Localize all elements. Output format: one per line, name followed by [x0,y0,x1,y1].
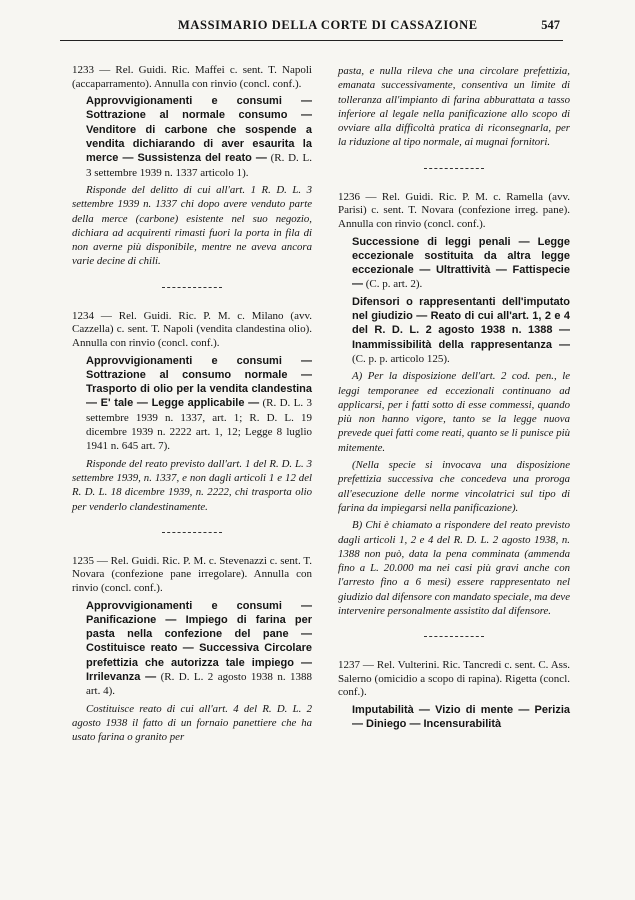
right-column [338,64,570,735]
entry-keywords: Difensori o rappresentanti dell'imputato nel giudizio — Reato di cui all'art. 1, 2 e 4 del R. D. L. 2 agosto 1938 n. 1388 — Inammissibilità della rappresentanza — (C. p. p. articolo 125). [352,295,570,365]
separator [162,532,222,533]
entry-maxim: Costituisce reato di cui all'art. 4 del R. D. L. 2 agosto 1938 il fatto di un fornaio panettiere che ha usato farina o granito per [72,702,312,744]
page-header [60,18,560,36]
entry-head: 1234 — Rel. Guidi. Ric. P. M. c. Milano (avv. Cazzella) c. sent. T. Napoli (vendita clandestina olio). Annulla con rinvio (concl. conf.). [72,309,312,349]
entry-head: 1236 — Rel. Guidi. Ric. P. M. c. Ramella (avv. Parisi) c. sent. T. Novara (confezione irreg. pane). Annulla con rinvio (concl. conf.). [338,190,570,230]
entry-head: 1235 — Rel. Guidi. Ric. P. M. c. Stevenazzi c. sent. T. Novara (confezione pane irregolare). Annulla con rinvio (concl. conf.). [72,554,312,594]
entry-keywords: Approvvigionamenti e consumi — Sottrazione al normale consumo — Venditore di carbone che sospende a vendita dichiarando di aver esaurita la merce — Sussistenza del reato — (R. D. L. 3 settembre 1939 n. 1337 articolo 1). [86,95,312,179]
entry-head: 1233 — Rel. Guidi. Ric. Maffei c. sent. T. Napoli (accaparramento). Annulla con rinvio (concl. conf.). [72,64,312,90]
separator [424,168,484,169]
entry-1234 [72,310,312,514]
left-column [72,64,312,745]
entry-head: 1237 — Rel. Vulterini. Ric. Tancredi c. sent. C. Ass. Salerno (omicidio a scopo di rapina). Rigetta (concl. conf.). [338,659,570,699]
entry-1237 [338,659,570,731]
separator [162,287,222,288]
entry-maxim-note: (Nella specie si invocava una disposizione prefettizia successiva che concedeva una proroga all'esecuzione delle norme vincolatrici sul tipo di farina da impiegarsi nella panificazione). [338,459,570,514]
entry-maxim-b: B) Chi è chiamato a rispondere del reato previsto dagli articoli 1, 2 e 4 del R. D. L. 2 agosto 1938, n. 1388 non può, data la pena comminata (ammenda fino a L. 20.000 ma nei casi più gravi anche con l'arresto fino a 6 mesi) essere rappresentato nel giudizio dal difensore con mandato speciale, ma deve intervenire personalmente assistito dal difensore. [338,519,570,617]
header-rule [60,40,563,41]
entry-keywords: Successione di leggi penali — Legge eccezionale sostituita da altra legge eccezionale — Ultrattività — Fattispecie — (C. p. art. 2). [352,235,570,291]
entry-maxim: Risponde del reato previsto dall'art. 1 del R. D. L. 3 settembre 1939, n. 1337, e non dagli articoli 1 e 12 del R. D. L. 18 dicembre 1939, n. 2222, chi trasporta olio per venderlo clandestinamente. [72,457,312,513]
continuation-text: pasta, e nulla rileva che una circolare prefettizia, emanata successivamente, consentiva un limite di tolleranza all'impianto di farina abburattata a tasso inferiore al legale nella panificazione allo scopo di ovviare alla difficoltà pratica di riconsegnarla, per la riduzione al tipo normale, ai mugnai fornitori. [338,65,570,149]
separator [424,636,484,637]
entry-keywords: Approvvigionamenti e consumi — Sottrazione al consumo normale — Trasporto di olio per la vendita clandestina — E' tale — Legge applicabile — (R. D. L. 3 settembre 1939 n. 1337, art. 1; R. D. L. 19 dicembre 1939 n. 2222 art. 1, 12; Legge 8 luglio 1941 n. 645 art. 7). [86,354,312,453]
page-number: 547 [541,18,560,32]
entry-maxim-a: A) Per la disposizione dell'art. 2 cod. pen., le leggi temporanee ed eccezionali continuano ad applicarsi, per i fatti sotto di esse commessi, quando più non hanno vigore, tanto se la legge nuova prevede quei fatti come reati, quanto se li punisce più mitemente. [338,370,570,454]
entry-keywords: Imputabilità — Vizio di mente — Perizia — Diniego — Incensurabilità [352,704,570,731]
entry-1233 [72,64,312,269]
entry-1235 [72,555,312,745]
entry-maxim: Risponde del delitto di cui all'art. 1 R. D. L. 3 settembre 1939 n. 1337 chi dopo avere venduto parte della merce (carbone) esistente nel suo negozio, dichiara ad acquirenti rimasti fuori la porta in fila di non averne più disponibile, mentre ne aveva ancora varie decine di chili. [72,183,312,268]
running-title: MASSIMARIO DELLA CORTE DI CASSAZIONE [178,18,478,32]
entry-1236 [338,191,570,619]
entry-keywords: Approvvigionamenti e consumi — Panificazione — Impiego di farina per pasta nella confezione del pane — Costituisce reato — Successiva Circolare prefettizia che autorizza tale impiego — Irrilevanza — (R. D. L. 2 agosto 1938 n. 1388 art. 4). [86,599,312,698]
